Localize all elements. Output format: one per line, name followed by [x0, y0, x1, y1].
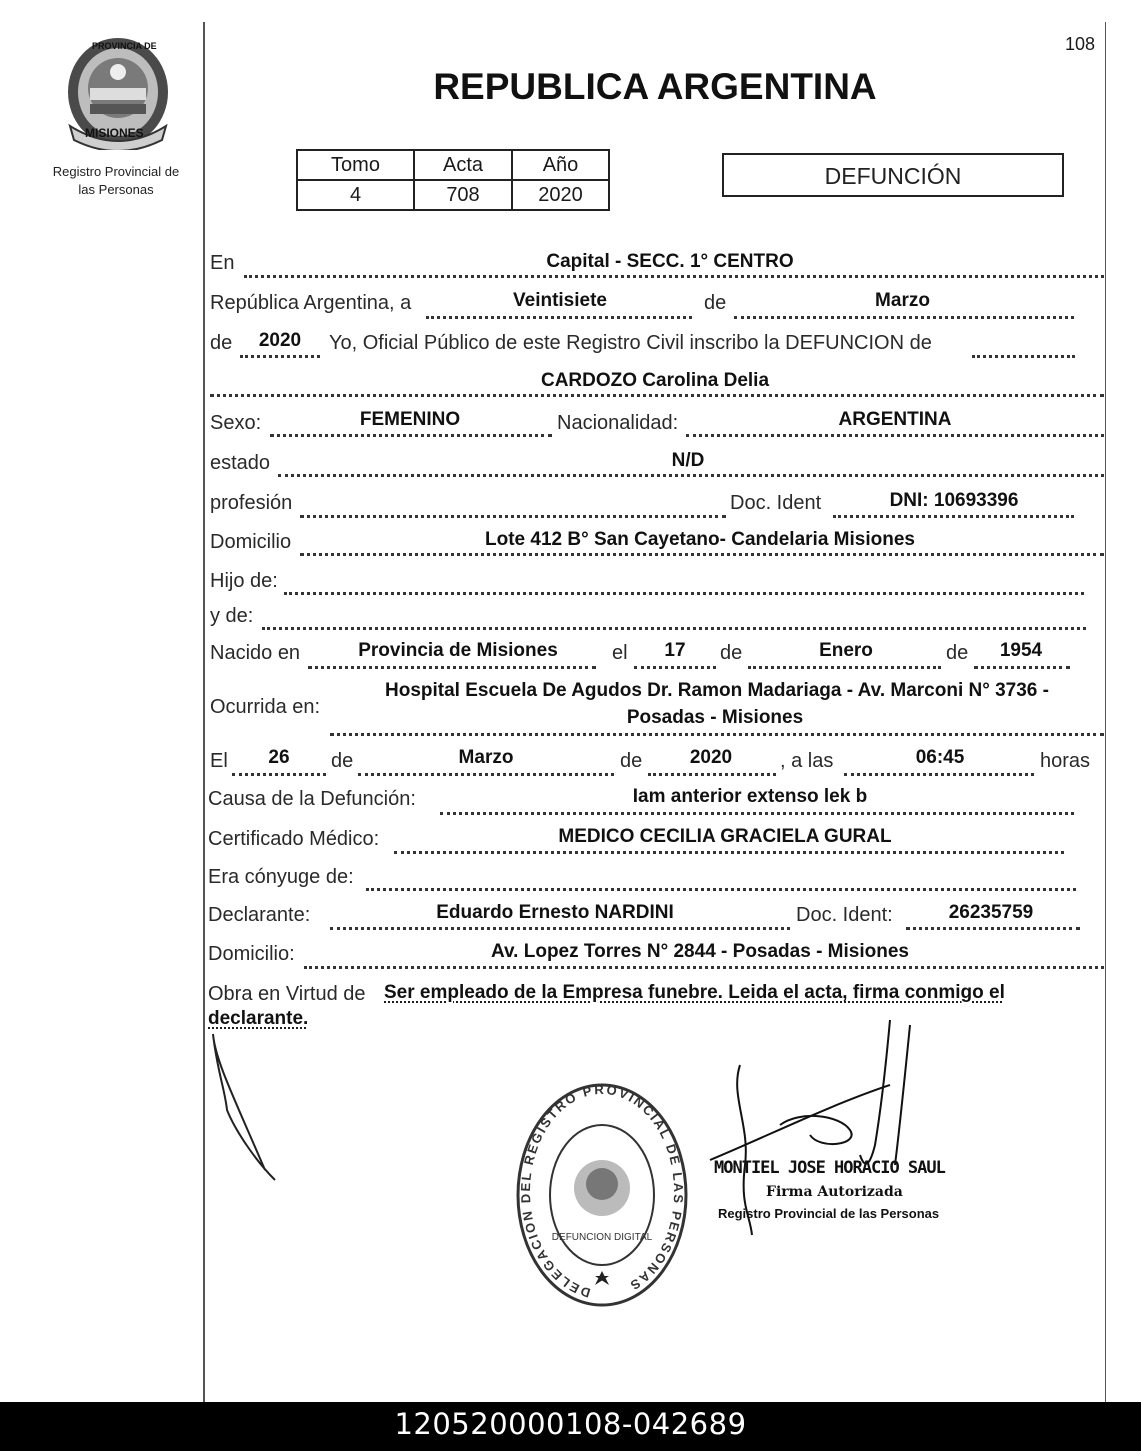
- death-place-line2: Posadas - Misiones: [626, 707, 804, 728]
- page-title: REPUBLICA ARGENTINA: [433, 66, 877, 107]
- registry-name-line1: Registro Provincial de: [52, 164, 180, 179]
- label-ocurrida-en: Ocurrida en:: [210, 696, 321, 718]
- year-value: 2020: [258, 330, 302, 351]
- act-type-box: DEFUNCIÓN: [722, 153, 1064, 197]
- dotted-line: [906, 927, 1080, 930]
- dotted-line: [748, 666, 941, 669]
- place-value: Capital - SECC. 1° CENTRO: [546, 251, 794, 272]
- dotted-line: [974, 666, 1070, 669]
- label-el: el: [612, 642, 628, 664]
- dotted-line: [240, 355, 320, 358]
- nationality-value: ARGENTINA: [838, 409, 952, 430]
- dotted-line: [394, 851, 1064, 854]
- birth-month-value: Enero: [819, 640, 873, 661]
- record-table-header: Tomo: [297, 150, 414, 180]
- medical-certificate-value: MEDICO CECILIA GRACIELA GURAL: [558, 826, 892, 847]
- dotted-line: [426, 316, 692, 319]
- dotted-line: [330, 733, 1104, 736]
- deceased-name-value: CARDOZO Carolina Delia: [540, 370, 770, 391]
- declarant-doc-value: 26235759: [948, 902, 1034, 923]
- death-place-line1: Hospital Escuela De Agudos Dr. Ramon Madariaga - Av. Marconi N° 3736 -: [385, 680, 1049, 701]
- dotted-line: [330, 927, 790, 930]
- record-table: [296, 149, 610, 211]
- dotted-line: [284, 592, 1084, 595]
- right-margin-line: [1105, 22, 1106, 1402]
- label-de: de: [210, 332, 233, 354]
- dotted-line: [366, 888, 1076, 891]
- virtue-line1: Ser empleado de la Empresa funebre. Leida el acta, firma conmigo el: [384, 982, 1005, 1003]
- label-de: de: [620, 750, 643, 772]
- label-nacido-en: Nacido en: [210, 642, 301, 664]
- emblem-top-text: PROVINCIA DE: [92, 41, 157, 51]
- label-en: En: [210, 252, 235, 274]
- dotted-line: [304, 966, 1104, 969]
- record-table-value-row: [297, 180, 609, 210]
- label-hijo-de: Hijo de:: [210, 570, 278, 592]
- label-de: de: [331, 750, 354, 772]
- birth-place-value: Provincia de Misiones: [358, 640, 558, 661]
- record-table-header: Acta: [414, 150, 512, 180]
- emblem-bottom-text: MISIONES: [85, 126, 144, 140]
- record-table-cell: 2020: [512, 180, 609, 210]
- label-de: de: [946, 642, 969, 664]
- label-domicilio: Domicilio:: [208, 943, 295, 965]
- label-profesion: profesión: [210, 492, 293, 514]
- day-words-value: Veintisiete: [513, 290, 607, 311]
- sex-value: FEMENINO: [359, 409, 461, 430]
- label-estado: estado: [210, 452, 271, 474]
- dotted-line: [648, 773, 776, 776]
- label-el: El: [210, 750, 228, 772]
- dotted-line: [844, 773, 1034, 776]
- label-conyuge: Era cónyuge de:: [208, 866, 354, 888]
- label-nacionalidad: Nacionalidad:: [557, 412, 679, 434]
- civil-status-value: N/D: [671, 450, 705, 471]
- declarant-address-value: Av. Lopez Torres N° 2844 - Posadas - Misiones: [491, 941, 909, 962]
- left-margin-line: [203, 22, 205, 1402]
- label-y-de: y de:: [210, 605, 254, 627]
- declarant-value: Eduardo Ernesto NARDINI: [436, 902, 674, 923]
- dotted-line: [244, 275, 1104, 278]
- official-stamp: [515, 1080, 690, 1310]
- dotted-line: [210, 394, 1104, 397]
- label-yo-oficial: Yo, Oficial Público de este Registro Civil inscribo la DEFUNCION de: [329, 332, 932, 354]
- stamp-ring-text: DELEGACION DEL REGISTRO PROVINCIAL DE LAS PERSONAS: [517, 1081, 687, 1301]
- label-horas: horas: [1040, 750, 1091, 772]
- dotted-line: [833, 515, 1074, 518]
- label-de: de: [720, 642, 743, 664]
- record-table-header-row: [297, 150, 609, 180]
- label-doc-ident: Doc. Ident:: [796, 904, 893, 926]
- stamp-inner-text: DEFUNCION DIGITAL: [551, 1232, 653, 1243]
- dotted-line: [358, 773, 614, 776]
- birth-day-value: 17: [664, 640, 686, 661]
- death-day-value: 26: [268, 747, 290, 768]
- page-number: 108: [1065, 34, 1096, 54]
- record-table-cell: 708: [414, 180, 512, 210]
- label-obra: Obra en Virtud de: [208, 983, 366, 1005]
- record-table-header: Año: [512, 150, 609, 180]
- label-a-las: , a las: [780, 750, 834, 772]
- dotted-line: [634, 666, 716, 669]
- dotted-line: [972, 355, 1075, 358]
- document-code: 120520000108-042689: [0, 1402, 1141, 1451]
- label-doc-ident: Doc. Ident: [730, 492, 822, 514]
- label-de: de: [704, 292, 727, 314]
- death-year-value: 2020: [689, 747, 733, 768]
- birth-year-value: 1954: [999, 640, 1043, 661]
- virtue-line2: declarante.: [208, 1008, 309, 1029]
- cause-value: Iam anterior extenso lek b: [632, 786, 868, 807]
- dotted-line: [300, 515, 726, 518]
- signatory-name: MONTIEL JOSE HORACIO SAUL: [714, 1158, 945, 1178]
- dotted-line: [262, 627, 1086, 630]
- label-domicilio: Domicilio: [210, 531, 292, 553]
- month-value: Marzo: [875, 290, 930, 311]
- signatory-office: Registro Provincial de las Personas: [718, 1206, 940, 1221]
- registry-name-line2: las Personas: [78, 182, 154, 197]
- death-month-value: Marzo: [458, 747, 514, 768]
- signatory-role: Firma Autorizada: [766, 1184, 903, 1200]
- dotted-line: [300, 553, 1104, 556]
- dotted-line: [308, 666, 596, 669]
- dotted-line: [440, 812, 1074, 815]
- label-certificado: Certificado Médico:: [208, 828, 380, 850]
- dotted-line: [686, 434, 1104, 437]
- dotted-line: [270, 434, 552, 437]
- label-sexo: Sexo:: [210, 412, 262, 434]
- dotted-line: [734, 316, 1074, 319]
- record-table-cell: 4: [297, 180, 414, 210]
- label-republica: República Argentina, a: [210, 292, 412, 314]
- pen-stroke: [205, 1030, 285, 1190]
- label-declarante: Declarante:: [208, 904, 311, 926]
- label-causa: Causa de la Defunción:: [208, 788, 416, 810]
- address-value: Lote 412 B° San Cayetano- Candelaria Misiones: [485, 529, 915, 550]
- document-value: DNI: 10693396: [889, 490, 1019, 511]
- death-time-value: 06:45: [915, 747, 965, 768]
- dotted-line: [278, 474, 1104, 477]
- dotted-line: [232, 773, 326, 776]
